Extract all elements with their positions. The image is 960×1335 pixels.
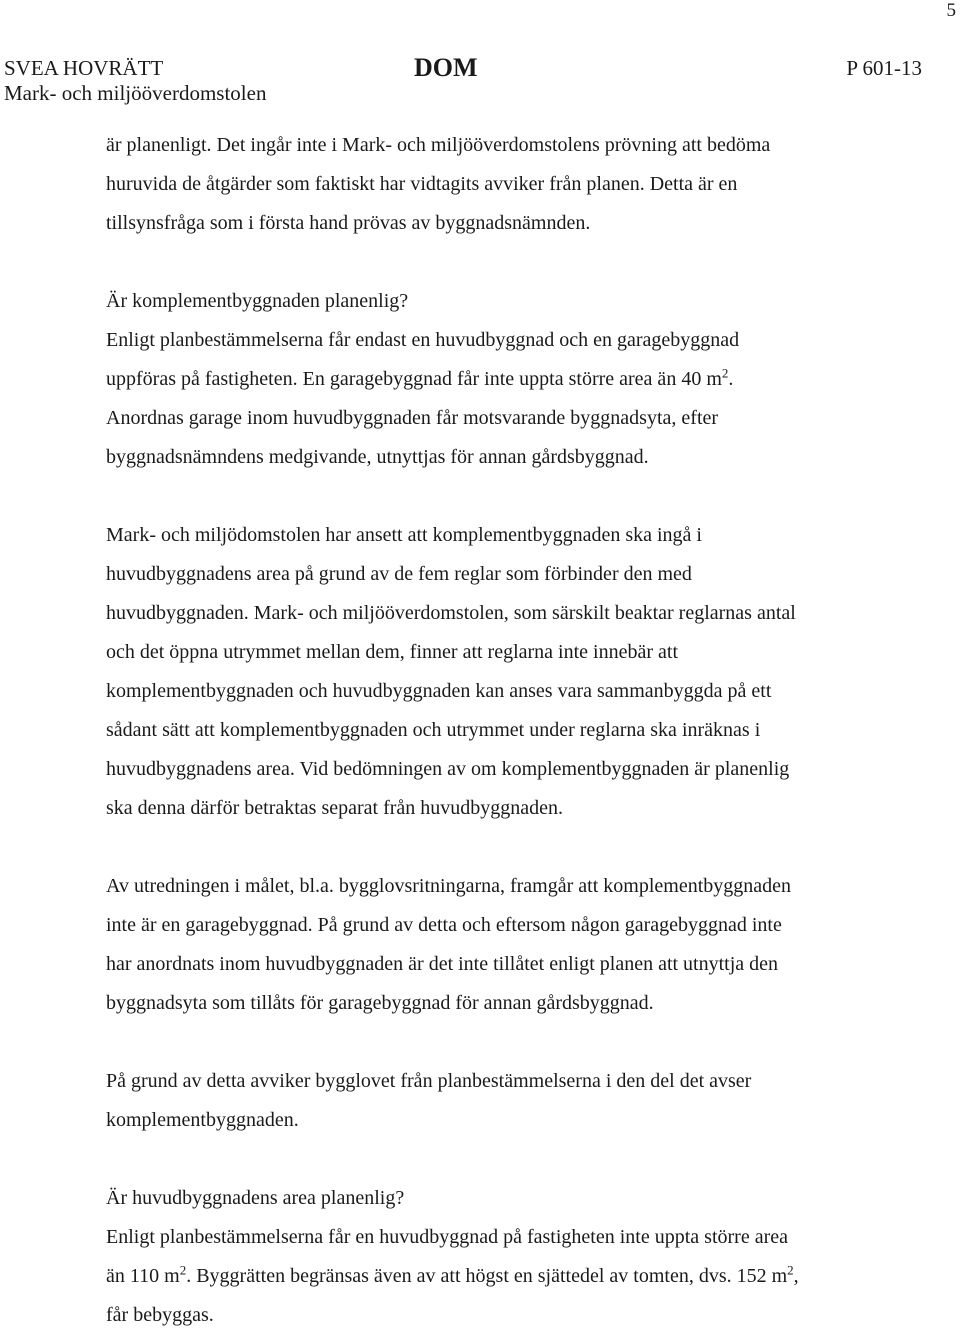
court-department: Mark- och miljööverdomstolen xyxy=(4,81,267,105)
section-heading-huvudbyggnad: Är huvudbyggnadens area planenlig? xyxy=(106,1187,405,1209)
paragraph-4: Av utredningen i målet, bl.a. bygglovsritningarna, framgår att komplementbyggnaden inte är en garagebyggnad. På grund av detta och eftersom någon garagebyggnad inte har anordnats inom huvudbyggnaden är det inte tillåtet enligt planen att utnyttja den byggnadsyta som tillåts för garagebyggnad för annan gårdsbyggnad. xyxy=(106,875,791,1014)
document-type: DOM xyxy=(414,53,478,82)
document-body xyxy=(106,126,906,1335)
paragraph-6 xyxy=(106,1218,906,1335)
paragraph-2-part-a: Enligt planbestämmelserna får endast en huvudbyggnad och en garagebyggnad uppföras på fastigheten. En garagebyggnad får inte uppta större area än 40 m xyxy=(106,329,740,390)
paragraph-6-part-a: Enligt planbestämmelserna får en huvudbyggnad på fastigheten inte uppta större area än 110 m xyxy=(106,1226,788,1287)
document-header xyxy=(4,53,922,108)
court-name: SVEA HOVRÄTT xyxy=(4,56,164,80)
paragraph-5: På grund av detta avviker bygglovet från planbestämmelserna i den del det avser komplementbyggnaden. xyxy=(106,1070,752,1131)
page-number: 5 xyxy=(946,0,956,21)
paragraph-1: är planenligt. Det ingår inte i Mark- och miljööverdomstolens prövning att bedöma huruvida de åtgärder som faktiskt har vidtagits avviker från planen. Detta är en tillsynsfråga som i första hand prövas av byggnadsnämnden. xyxy=(106,134,771,234)
paragraph-2 xyxy=(106,321,906,477)
superscript-2: 2 xyxy=(179,1262,187,1278)
superscript-2: 2 xyxy=(721,365,729,381)
paragraph-3: Mark- och miljödomstolen har ansett att komplementbyggnaden ska ingå i huvudbyggnadens area på grund av de fem reglar som förbinder den med huvudbyggnaden. Mark- och miljööverdomstolen, som särskilt beaktar reglarnas antal och det öppna utrymmet mellan dem, finner att reglarna inte innebär att komplementbyggnaden och huvudbyggnaden kan anses vara sammanbyggda på ett sådant sätt att komplementbyggnaden och utrymmet under reglarna ska inräknas i huvudbyggnadens area. Vid bedömningen av om komplementbyggnaden är planenlig ska denna därför betraktas separat från huvudbyggnaden. xyxy=(106,524,796,819)
section-heading-komplementbyggnad: Är komplementbyggnaden planenlig? xyxy=(106,290,409,312)
paragraph-6-part-c: , får bebyggas. xyxy=(106,1265,799,1326)
paragraph-6-part-b: . Byggrätten begränsas även av att högst en sjättedel av tomten, dvs. 152 m xyxy=(186,1265,788,1287)
superscript-2: 2 xyxy=(787,1262,794,1278)
paragraph-2-part-b: . Anordnas garage inom huvudbyggnaden får motsvarande byggnadsyta, efter byggnadsnämndens medgivande, utnyttjas för annan gårdsbyggnad. xyxy=(106,368,734,468)
case-number: P 601-13 xyxy=(846,56,922,80)
